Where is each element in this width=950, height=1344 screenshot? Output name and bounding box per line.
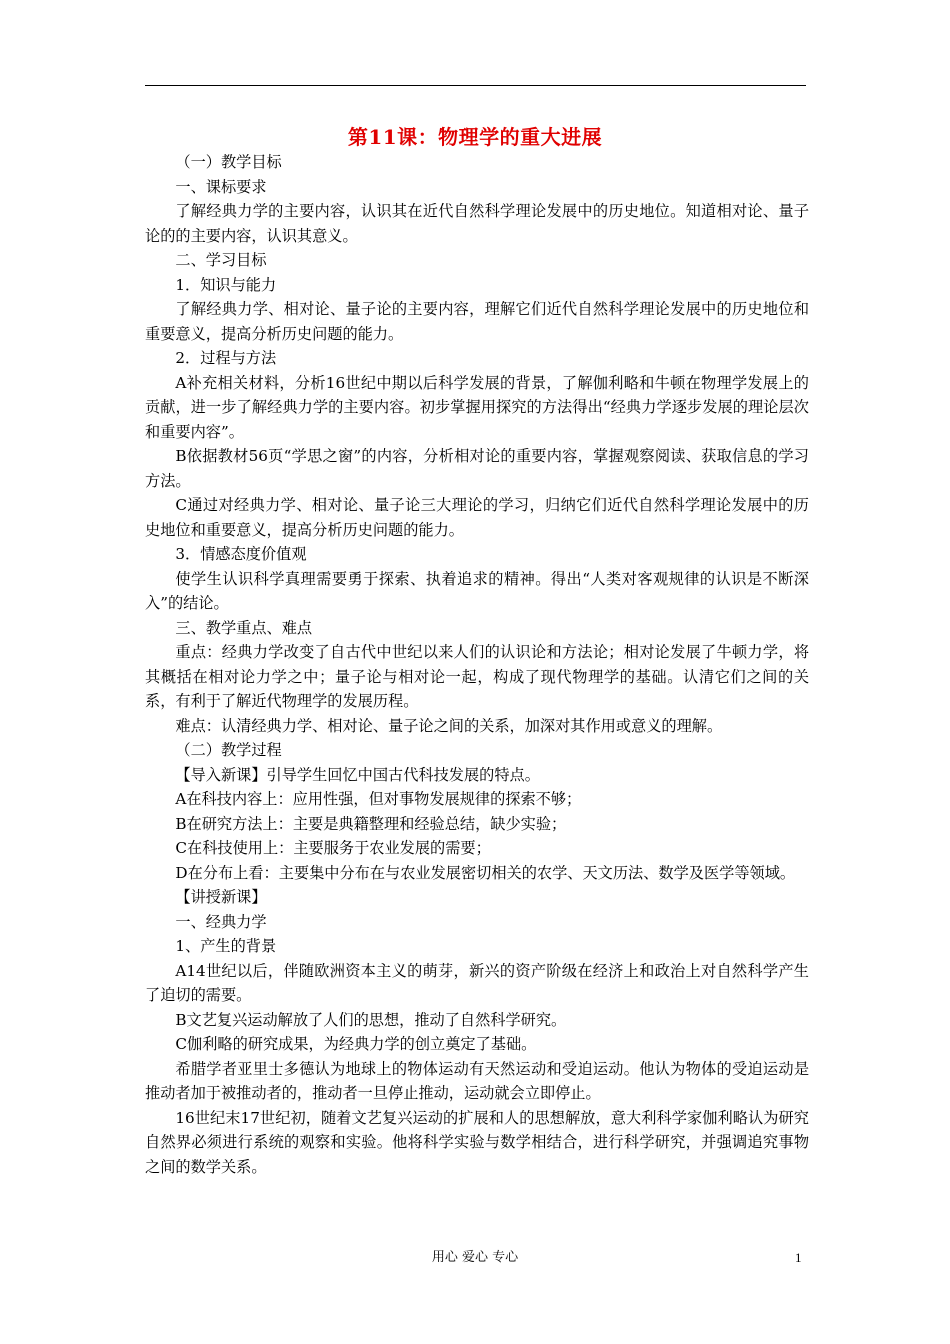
paragraph: B依据教材56页“学思之窗”的内容，分析相对论的重要内容，掌握观察阅读、获取信息的学习方法。 (145, 447, 809, 490)
paragraph: C通过对经典力学、相对论、量子论三大理论的学习，归纳它们近代自然科学理论发展中的历史地位和重要意义，提高分析历史问题的能力。 (145, 496, 809, 539)
document-body (145, 150, 809, 1179)
paragraph: （二）教学过程 (175, 741, 282, 759)
paragraph: 使学生认识科学真理需要勇于探索、执着追求的精神。得出“人类对客观规律的认识是不断深入”的结论。 (145, 569, 809, 612)
page-title: 第11课：物理学的重大进展 (347, 125, 603, 149)
paragraph: 3．情感态度价值观 (175, 545, 307, 563)
paragraph: 16世纪末17世纪初，随着文艺复兴运动的扩展和人的思想解放，意大利科学家伽利略认为研究自然界必须进行系统的观察和实验。他将科学实验与数学相结合，进行科学研究，并强调追究事物之间的数学关系。 (145, 1108, 809, 1176)
paragraph: C伽利略的研究成果，为经典力学的创立奠定了基础。 (175, 1035, 537, 1053)
paragraph: 【导入新课】引导学生回忆中国古代科技发展的特点。 (175, 765, 540, 784)
paragraph: B在研究方法上：主要是典籍整理和经验总结，缺少实验； (175, 814, 567, 833)
paragraph: 1．知识与能力 (175, 275, 277, 294)
page-number: 1 (795, 1250, 802, 1265)
paragraph: 三、教学重点、难点 (175, 618, 313, 637)
paragraph: 1、产生的背景 (175, 937, 277, 955)
header-rule (145, 85, 806, 86)
paragraph: 一、经典力学 (175, 912, 267, 931)
paragraph: A在科技内容上：应用性强，但对事物发展规律的探索不够； (175, 790, 582, 808)
paragraph: （一）教学目标 (175, 153, 282, 171)
paragraph: 希腊学者亚里士多德认为地球上的物体运动有天然运动和受迫运动。他认为物体的受迫运动是推动者加于被推动者的，推动者一旦停止推动，运动就会立即停止。 (145, 1059, 809, 1102)
paragraph: A14世纪以后，伴随欧洲资本主义的萌芽，新兴的资产阶级在经济上和政治上对自然科学产生了迫切的需要。 (145, 961, 809, 1004)
paragraph: 了解经典力学的主要内容，认识其在近代自然科学理论发展中的历史地位。知道相对论、量子论的的主要内容，认识其意义。 (145, 202, 809, 245)
paragraph: 【讲授新课】 (175, 888, 267, 906)
paragraph: C在科技使用上：主要服务于农业发展的需要； (175, 839, 491, 857)
paragraph: A补充相关材料，分析16世纪中期以后科学发展的背景，了解伽利略和牛顿在物理学发展上的贡献，进一步了解经典力学的主要内容。初步掌握用探究的方法得出“经典力学逐步发展的理论层次和重要内容”。 (145, 373, 809, 441)
paragraph: 二、学习目标 (175, 251, 267, 269)
paragraph: 一、课标要求 (175, 177, 267, 196)
paragraph: 难点：认清经典力学、相对论、量子论之间的关系，加深对其作用或意义的理解。 (175, 716, 723, 735)
footer-slogan: 用心 爱心 专心 (431, 1250, 519, 1265)
paragraph: D在分布上看：主要集中分布在与农业发展密切相关的农学、天文历法、数学及医学等领域。 (175, 863, 796, 882)
paragraph: 了解经典力学、相对论、量子论的主要内容，理解它们近代自然科学理论发展中的历史地位和重要意义，提高分析历史问题的能力。 (145, 300, 809, 343)
paragraph: 2．过程与方法 (175, 349, 277, 367)
paragraph: 重点：经典力学改变了自古代中世纪以来人们的认识论和方法论；相对论发展了牛顿力学，将其概括在相对论力学之中；量子论与相对论一起，构成了现代物理学的基础。认清它们之间的关系，有利于了解近代物理学的发展历程。 (145, 643, 809, 710)
paragraph: B文艺复兴运动解放了人们的思想，推动了自然科学研究。 (175, 1010, 567, 1029)
